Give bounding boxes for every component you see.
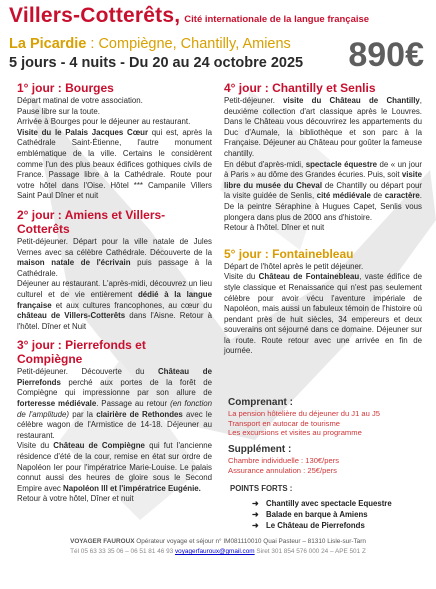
- arrow-icon: ➜: [252, 521, 259, 530]
- included-item: Les excursions et visites au programme: [228, 428, 362, 438]
- email-link[interactable]: voyagerfauroux@gmail.com: [174, 548, 255, 555]
- day-section: [17, 208, 212, 332]
- highlights-list: [230, 498, 420, 531]
- included-title: Comprenant :: [228, 397, 293, 408]
- phone: Tél 05 63 33 35 06 – 06 51 81 46 93: [70, 548, 175, 555]
- day-paragraph: Petit-déjeuner. Découverte du Château de Pierrefonds perché aux portes de la forêt de Compiègne qui impressionne par son allure de forteresse médiévale. Passage au retour (en fonction de l'amplitude) par la clairière de Rethondes avec le célèbre wagon de l'Armistice de 14-18. Déjeuner au restaurant.: [17, 367, 213, 440]
- list-item: ➜ Balade en barque à Amiens: [252, 510, 368, 519]
- day-paragraph: Arrivée à Bourges pour le déjeuner au restaurant.: [17, 117, 191, 127]
- day-paragraph: Retour à votre hôtel, Dîner et nuit: [17, 494, 134, 504]
- dates: 5 jours - 4 nuits - Du 20 au 24 octobre 2025: [9, 55, 304, 71]
- day-paragraph: Déjeuner au restaurant. L'après-midi, découvrez un lieu culturel et de vie entièrement dédié à la langue française et aux cultures francophones, au cœur du château de Villers-Cotterêts dans l'Aisne. Retour à l'hôtel. Dîner et Nuit: [17, 279, 212, 331]
- supplement-item: Assurance annulation : 25€/pers: [228, 465, 337, 475]
- footer-line-1: [0, 538, 436, 545]
- day-section: [224, 81, 422, 234]
- included-item: Transport en autocar de tourisme: [228, 418, 340, 428]
- day-title: 4° jour : Chantilly et Senlis: [224, 81, 376, 95]
- day-paragraph: Visite du le Palais Jacques Cœur qui est, après la Cathédrale Saint-Étienne, l'autre monument emblématique de la ville. Certains le considèrent comme l'un des plus beaux édifices gothiques civils de France. Passage libre à la Cathédrale. Route pour votre hôtel dans l'Oise. Hôtel *** Campanile Villers Saint Paul Dîner et nuit: [17, 127, 212, 201]
- list-item: ➜ Chantilly avec spectacle Equestre: [252, 499, 392, 508]
- price: 890€: [348, 36, 424, 74]
- day-paragraph: Visite du Château de Fontainebleau, vaste édifice de style classique et Renaissance qui n'est pas seulement célèbre pour avoir vécu l'aventure impériale de Napoléon, mais aussi un fabuleux témoin de l'histoire où pendant près de huit siècles, 34 empereurs et deux souverains ont séjourné dans ce domaine. Déjeuner sur la route. Route retour avec une arrivée en fin de journée.: [224, 272, 422, 356]
- day-title: 1° jour : Bourges: [17, 81, 114, 95]
- day-paragraph: Départ matinal de votre association.: [17, 96, 143, 105]
- day-paragraph: Petit-déjeuner. visite du Château de Chantilly, deuxième collection d'art classique après le Louvres. Dans le Château vous découvrirez les appartements du Duc d'Aumale, la bibliothèque et son parc à la Française. Déjeuner au Château pour goûter la fameuse chantilly.: [224, 96, 422, 158]
- region-line: [9, 36, 291, 52]
- day-text: [17, 237, 212, 332]
- day-text: [17, 96, 212, 202]
- included-item: La pension hôtelière du déjeuner du J1 au J5: [228, 409, 380, 418]
- company-info: Opérateur voyage et séjour n° IM081110010 Quai Pasteur – 81310 Lisle-sur-Tarn: [134, 538, 366, 545]
- company-name: VOYAGER FAUROUX: [70, 538, 135, 545]
- day-paragraph: Retour à l'hôtel. Dîner et nuit: [224, 223, 325, 233]
- region: La Picardie: [9, 36, 87, 52]
- supplement-item: Chambre individuelle : 130€/pers: [228, 456, 340, 465]
- day-paragraph: Pause libre sur la toute.: [17, 106, 100, 116]
- arrow-icon: ➜: [252, 499, 259, 508]
- day-text: [224, 262, 422, 357]
- day-section: [17, 81, 212, 202]
- day-paragraph: Visite du Château de Compiègne qui fut l'ancienne résidence d'été de la cour, remise en état sur ordre de Napoléon Ier pour l'impératrice Marie-Louise. Le palais connut aussi des heures de gloire sous le Second Empire avec Napoléon III et l'impératrice Eugénie.: [17, 441, 212, 493]
- title: Villers-Cotterêts,: [9, 4, 181, 27]
- highlights-title: POINTS FORTS :: [230, 484, 293, 493]
- day-section: [17, 338, 212, 505]
- day-section: [224, 247, 422, 357]
- footer-line-2: [0, 548, 436, 555]
- day-paragraph: En début d'après-midi, spectacle équestre de « un jour à Paris » au dôme des Grandes écuries. Puis, soit visite libre du musée du Cheval de Chantilly ou départ pour la visite guidée de Senlis, cité médiévale de caractère. De la peintre Séraphine à Hugues Capet, Senlis vous plongera dans plus de 2000 ans d'histoire.: [224, 159, 422, 222]
- list-item: ➜ Le Château de Pierrefonds: [252, 521, 365, 530]
- included-box: [228, 397, 418, 438]
- day-title: 5° jour : Fontainebleau: [224, 246, 354, 261]
- column-left: [17, 81, 212, 507]
- supplement-box: [228, 444, 418, 475]
- day-paragraph: Petit-déjeuner. Départ pour la ville natale de Jules Vernes avec sa célèbre Cathédrale. Découverte de la maison natale de l'écrivain puis passage à la Cathédrale.: [17, 236, 212, 278]
- supplement-title: Supplément :: [228, 444, 292, 455]
- siret: Siret 301 854 576 000 24 – APE 501 Z: [254, 548, 366, 555]
- title-subtitle: Cité internationale de la langue française: [184, 14, 370, 25]
- day-paragraph: Départ de l'hôtel après le petit déjeuner.: [224, 261, 364, 271]
- day-text: [224, 96, 422, 234]
- region-cities: : Compiègne, Chantilly, Amiens: [86, 36, 291, 52]
- day-text: [17, 367, 212, 505]
- title-line: [9, 4, 369, 28]
- day-title: 2° jour : Amiens et Villers-Cotterêts: [17, 207, 166, 236]
- column-right: [224, 81, 422, 359]
- day-title: 3° jour : Pierrefonds et Compiègne: [17, 338, 146, 367]
- highlights-box: [230, 483, 420, 531]
- arrow-icon: ➜: [252, 510, 259, 519]
